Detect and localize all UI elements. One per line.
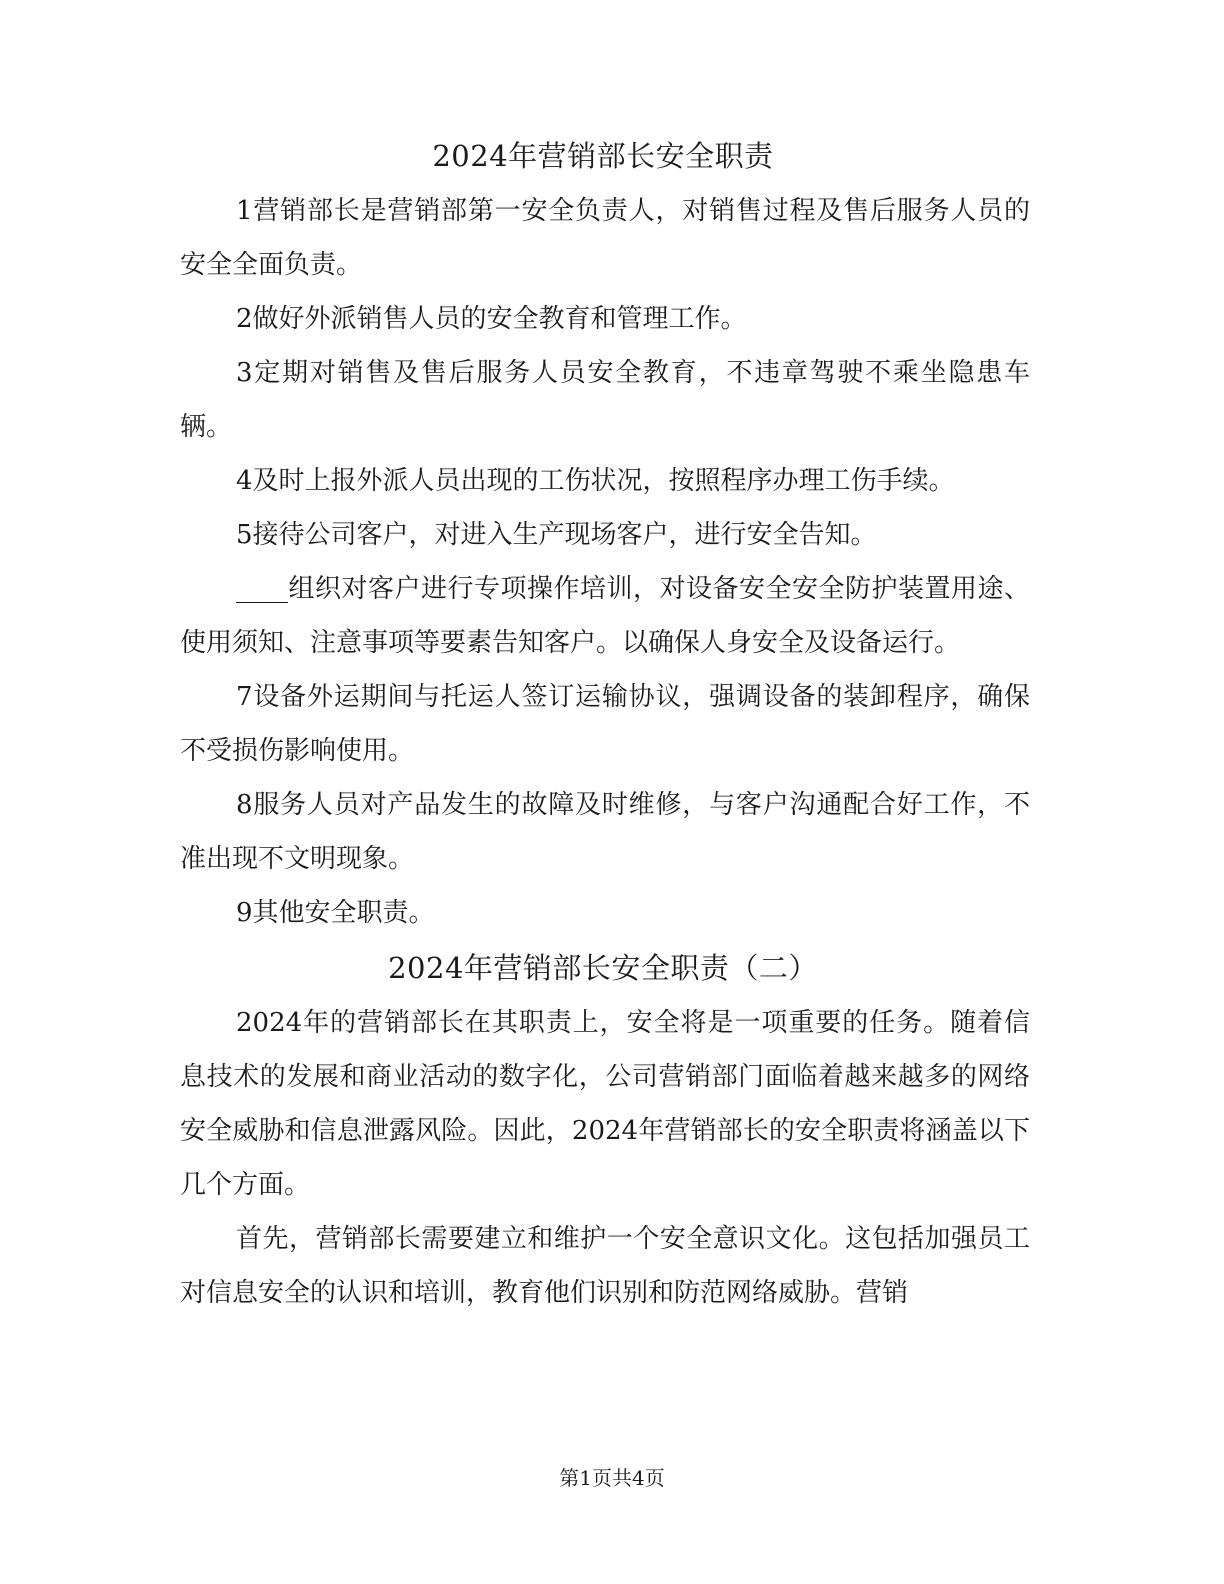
- responsibility-item-4: 4及时上报外派人员出现的工伤状况，按照程序办理工伤手续。: [236, 466, 955, 496]
- page-number-footer: 第1页共4页: [559, 1466, 665, 1490]
- responsibility-item-6: ____组织对客户进行专项操作培训，对设备安全安全防护装置用途、使用须知、注意事项等要素告知客户。以确保人身安全及设备运行。: [180, 574, 1030, 658]
- document-body: [180, 128, 1030, 1320]
- responsibility-item-9: 9其他安全职责。: [236, 898, 435, 928]
- section-2-paragraph-1: 2024年的营销部长在其职责上，安全将是一项重要的任务。随着信息技术的发展和商业活动的数字化，公司营销部门面临着越来越多的网络安全威胁和信息泄露风险。因此，2024年营销部长的安全职责将涵盖以下几个方面。: [180, 1008, 1030, 1200]
- document-title: 2024年营销部长安全职责: [432, 139, 774, 173]
- responsibility-item-3: 3定期对销售及售后服务人员安全教育，不违章驾驶不乘坐隐患车辆。: [180, 358, 1030, 442]
- section-2-paragraph-2: 首先，营销部长需要建立和维护一个安全意识文化。这包括加强员工对信息安全的认识和培训，教育他们识别和防范网络威胁。营销: [180, 1224, 1030, 1308]
- responsibility-item-1: 1营销部长是营销部第一安全负责人，对销售过程及售后服务人员的安全全面负责。: [180, 196, 1030, 280]
- section-2-title: 2024年营销部长安全职责（二）: [388, 951, 818, 985]
- responsibility-item-8: 8服务人员对产品发生的故障及时维修，与客户沟通配合好工作，不准出现不文明现象。: [180, 790, 1030, 874]
- responsibility-item-5: 5接待公司客户，对进入生产现场客户，进行安全告知。: [236, 520, 877, 550]
- responsibility-item-7: 7设备外运期间与托运人签订运输协议，强调设备的装卸程序，确保不受损伤影响使用。: [180, 682, 1030, 766]
- responsibility-item-2: 2做好外派销售人员的安全教育和管理工作。: [236, 304, 747, 334]
